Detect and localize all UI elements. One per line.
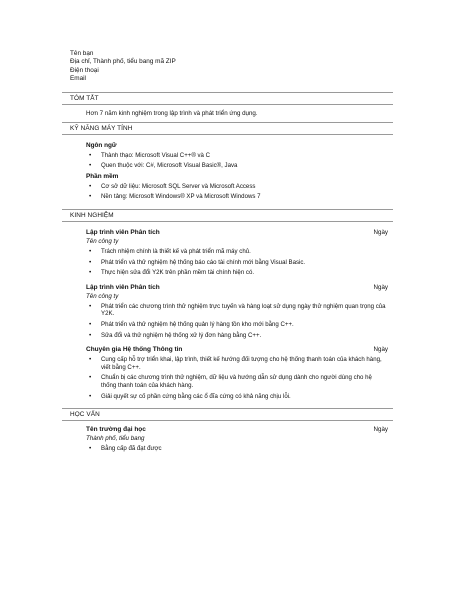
- contact-phone: Điện thoại: [70, 66, 99, 74]
- job-title: Lập trình viên Phân tích: [86, 229, 160, 236]
- contact-block: [70, 50, 393, 84]
- list-item: • Sửa đổi và thử nghiệm hệ thống xử lý đơn hàng bằng C++.: [86, 332, 393, 340]
- skills-list: [86, 183, 393, 201]
- list-item: • Phát triển và thử nghiệm hệ thống quản lý hàng tồn kho mới bằng C++.: [86, 321, 393, 329]
- list-item: • Giải quyết sự cố phần cứng bằng các ổ đĩa cứng có khả năng chịu lỗi.: [86, 393, 393, 401]
- job-header: [86, 284, 393, 291]
- job-header: [86, 229, 393, 236]
- list-item: • Cung cấp hỗ trợ triển khai, lập trình, thiết kế hướng đối tượng cho hệ thống thanh toán của khách hàng, viết bằng C++.: [86, 356, 393, 371]
- contact-address: Địa chỉ, Thành phố, tiểu bang mã ZIP: [70, 58, 176, 66]
- job-title: Lập trình viên Phân tích: [86, 283, 160, 291]
- experience-heading: KINH NGHIỆM: [62, 209, 393, 222]
- school-date: Ngày: [373, 426, 388, 434]
- contact-name: Tên bạn: [70, 50, 94, 57]
- experience-section: [62, 229, 393, 400]
- skills-list: [86, 152, 393, 170]
- education-heading: HỌC VẤN: [62, 408, 393, 421]
- job-header: [86, 346, 393, 353]
- list-item: • Bằng cấp đã đạt được: [86, 445, 393, 453]
- summary-text: Hơn 7 năm kinh nghiệm trong lập trình và phát triển ứng dụng.: [86, 109, 258, 117]
- job-title: Chuyên gia Hệ thống Thông tin: [86, 346, 183, 354]
- job-duties: [86, 356, 393, 400]
- skills-section: [62, 135, 393, 201]
- school-name: Tên trường đại học: [86, 426, 146, 434]
- job-date: Ngày: [373, 283, 388, 291]
- company-name: Tên công ty: [86, 292, 119, 300]
- skills-heading: KỸ NĂNG MÁY TÍNH: [62, 122, 393, 135]
- job-duties: [86, 303, 393, 339]
- school-location: Thành phố, tiểu bang: [86, 435, 145, 443]
- resume-page: [62, 50, 393, 456]
- degree-list: [86, 445, 393, 453]
- list-item: • Cơ sở dữ liệu: Microsoft SQL Server và Microsoft Access: [86, 183, 393, 191]
- list-item: • Thực hiện sửa đổi Y2K trên phần mềm tài chính hiện có.: [86, 269, 393, 277]
- list-item: • Thành thạo: Microsoft Visual C++® và C: [86, 152, 393, 160]
- job-duties: [86, 248, 393, 277]
- list-item: • Nền tảng: Microsoft Windows® XP và Microsoft Windows 7: [86, 193, 393, 201]
- skills-group-heading: Phần mềm: [86, 172, 119, 180]
- school-header: [86, 426, 393, 433]
- education-section: [62, 426, 393, 453]
- job-date: Ngày: [373, 346, 388, 354]
- summary-heading: TÓM TẮT: [62, 92, 393, 105]
- job-date: Ngày: [373, 229, 388, 236]
- list-item: • Quen thuộc với: C#, Microsoft Visual Basic®, Java: [86, 162, 393, 170]
- skills-group-heading: Ngôn ngữ: [86, 141, 117, 149]
- list-item: • Trách nhiệm chính là thiết kế và phát triển mã máy chủ.: [86, 248, 393, 256]
- company-name: Tên công ty: [86, 238, 119, 245]
- list-item: • Phát triển các chương trình thử nghiệm trực tuyến và hàng loạt sử dụng ngày thử nghiệm quan trọng của Y2K.: [86, 303, 393, 318]
- list-item: • Chuẩn bị các chương trình thử nghiệm, dữ liệu và hướng dẫn sử dụng dành cho người dùng cho hệ thống thanh toán của khách hàng.: [86, 374, 393, 389]
- contact-email: Email: [70, 75, 86, 83]
- list-item: • Phát triển và thử nghiệm hệ thống báo cáo tài chính mới bằng Visual Basic.: [86, 259, 393, 267]
